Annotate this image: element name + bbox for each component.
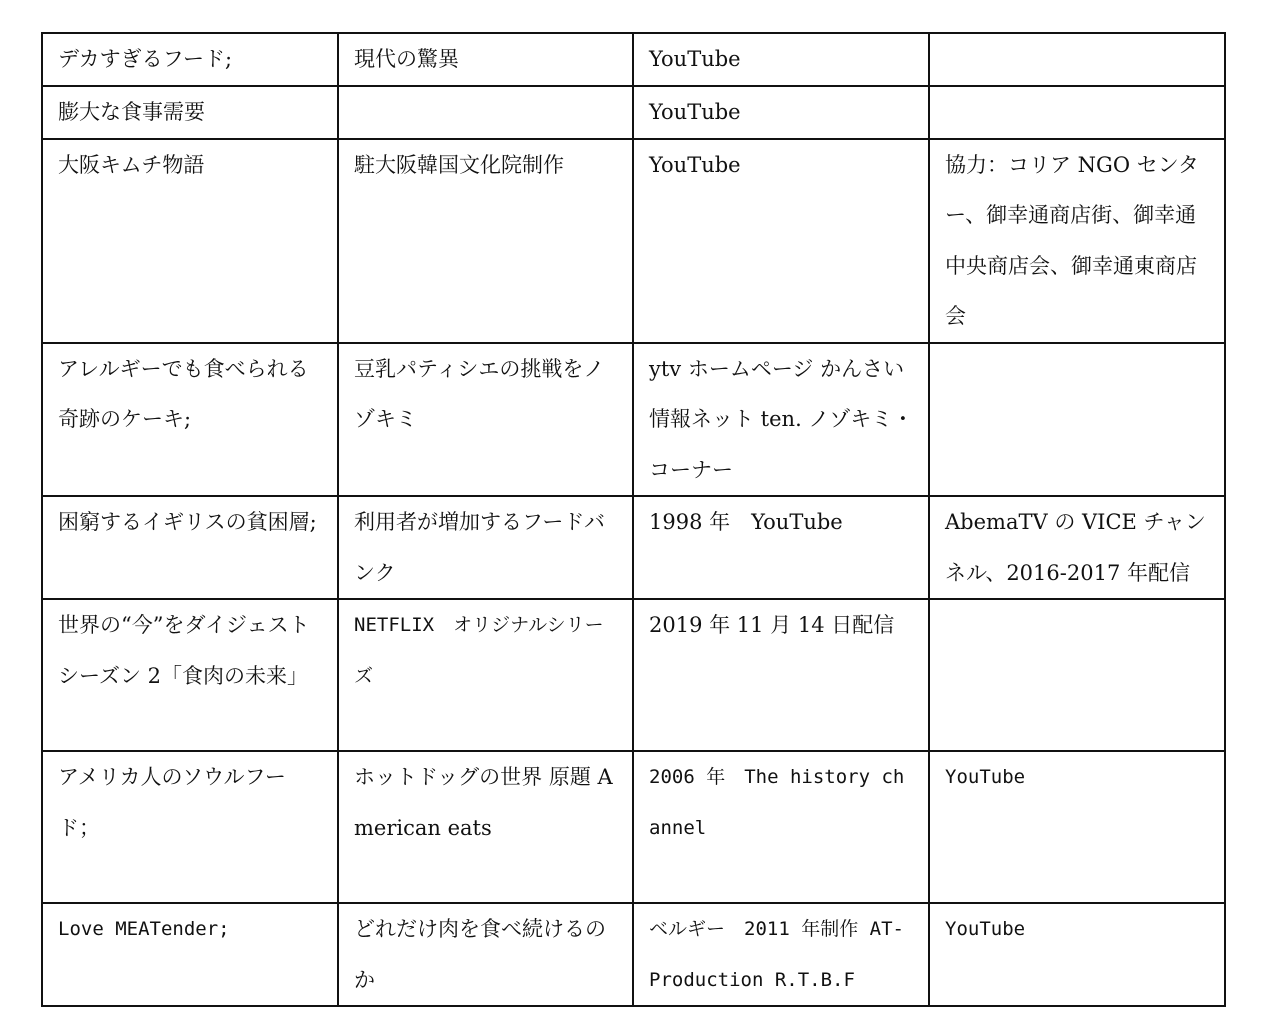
note-cell <box>929 86 1225 139</box>
source-cell: 1998 年 YouTube <box>633 496 929 599</box>
title-cell: 困窮するイギリスの貧困層; <box>42 496 338 599</box>
source-cell: YouTube <box>633 86 929 139</box>
subtitle-cell: どれだけ肉を食べ続けるのか <box>338 903 633 1006</box>
subtitle-cell: NETFLIX オリジナルシリーズ <box>338 599 633 751</box>
table-row <box>42 343 1225 497</box>
title-cell: デカすぎるフード; <box>42 33 338 86</box>
source-cell: YouTube <box>633 139 929 343</box>
title-cell: Love MEATender; <box>42 903 338 1006</box>
subtitle-cell: 豆乳パティシエの挑戦をノゾキミ <box>338 343 633 497</box>
table-row <box>42 599 1225 751</box>
subtitle-cell: ホットドッグの世界 原題 American eats <box>338 751 633 903</box>
table-row <box>42 139 1225 343</box>
table-row <box>42 751 1225 903</box>
source-cell: YouTube <box>633 33 929 86</box>
subtitle-cell <box>338 86 633 139</box>
source-cell: ベルギー 2011 年制作 AT-Production R.T.B.F <box>633 903 929 1006</box>
note-cell <box>929 33 1225 86</box>
subtitle-cell: 現代の驚異 <box>338 33 633 86</box>
title-cell: アメリカ人のソウルフード； <box>42 751 338 903</box>
source-cell: ytv ホームページ かんさい情報ネット ten. ノゾキミ・コーナー <box>633 343 929 497</box>
table-row <box>42 33 1225 86</box>
title-cell: 世界の“今”をダイジェストシーズン 2「食肉の未来」 <box>42 599 338 751</box>
table-row <box>42 496 1225 599</box>
note-cell <box>929 599 1225 751</box>
media-list-table <box>41 32 1226 1007</box>
title-cell: アレルギーでも食べられる奇跡のケーキ; <box>42 343 338 497</box>
note-cell: AbemaTV の VICE チャンネル、2016-2017 年配信 <box>929 496 1225 599</box>
note-cell: YouTube <box>929 751 1225 903</box>
note-cell: YouTube <box>929 903 1225 1006</box>
source-cell: 2006 年 The history channel <box>633 751 929 903</box>
note-cell: 協力：コリア NGO センター、御幸通商店街、御幸通中央商店会、御幸通東商店会 <box>929 139 1225 343</box>
source-cell: 2019 年 11 月 14 日配信 <box>633 599 929 751</box>
note-cell <box>929 343 1225 497</box>
subtitle-cell: 駐大阪韓国文化院制作 <box>338 139 633 343</box>
table-row <box>42 86 1225 139</box>
title-cell: 膨大な食事需要 <box>42 86 338 139</box>
table-row <box>42 903 1225 1006</box>
subtitle-cell: 利用者が増加するフードバンク <box>338 496 633 599</box>
title-cell: 大阪キムチ物語 <box>42 139 338 343</box>
